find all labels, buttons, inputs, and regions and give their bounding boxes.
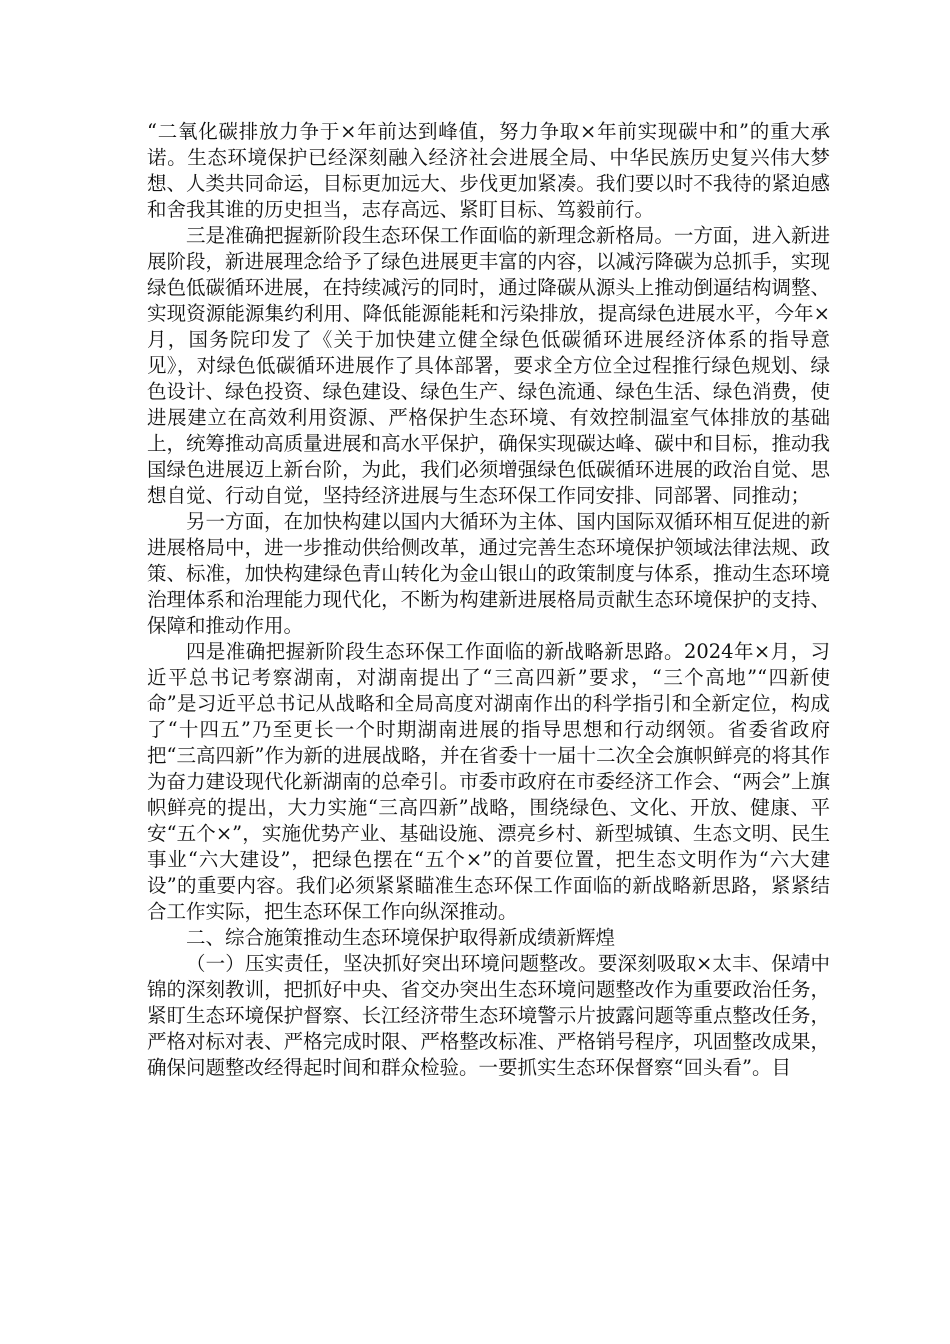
document-body xyxy=(147,119,830,1081)
paragraph-point-three: 三是准确把握新阶段生态环保工作面临的新理念新格局。一方面，进入新进展阶段，新进展理念给予了绿色进展更丰富的内容，以减污降碳为总抓手，实现绿色低碳循环进展，在持续减污的同时，通过降碳从源头上推动倒逼结构调整、实现资源能源集约利用、降低能源能耗和污染排放，提高绿色进展水平，今年×月，国务院印发了《关于加快建立健全绿色低碳循环进展经济体系的指导意见》，对绿色低碳循环进展作了具体部署，要求全方位全过程推行绿色规划、绿色设计、绿色投资、绿色建设、绿色生产、绿色流通、绿色生活、绿色消费，使进展建立在高效利用资源、严格保护生态环境、有效控制温室气体排放的基础上，统筹推动高质量进展和高水平保护，确保实现碳达峰、碳中和目标，推动我国绿色进展迈上新台阶，为此，我们必须增强绿色低碳循环进展的政治自觉、思想自觉、行动自觉，坚持经济进展与生态环保工作同安排、同部署、同推动； xyxy=(147,224,830,507)
paragraph-other-aspect: 另一方面，在加快构建以国内大循环为主体、国内国际双循环相互促进的新进展格局中，进一步推动供给侧改革，通过完善生态环境保护领域法律法规、政策、标准，加快构建绿色青山转化为金山银山的政策制度与体系，推动生态环境治理体系和治理能力现代化，不断为构建新进展格局贡献生态环境保护的支持、保障和推动作用。 xyxy=(147,510,830,637)
paragraph-subsection-one: （一）压实责任，坚决抓好突出环境问题整改。要深刻吸取×太丰、保靖中锦的深刻教训，把抓好中央、省交办突出生态环境问题整改作为重要政治任务，紧盯生态环境保护督察、长江经济带生态环境警示片披露问题等重点整改任务，严格对标对表、严格完成时限、严格整改标准、严格销号程序，巩固整改成果，确保问题整改经得起时间和群众检验。一要抓实生态环保督察“回头看”。目 xyxy=(147,952,830,1079)
paragraph-point-four: 四是准确把握新阶段生态环保工作面临的新战略新思路。2024年×月，习近平总书记考察湖南，对湖南提出了“三高四新”要求，“三个高地”“四新使命”是习近平总书记从战略和全局高度对湖南作出的科学指引和全新定位，构成了“十四五”乃至更长一个时期湖南进展的指导思想和行动纲领。省委省政府把“三高四新”作为新的进展战略，并在省委十一届十二次全会旗帜鲜亮的将其作为奋力建设现代化新湖南的总牵引。市委市政府在市委经济工作会、“两会”上旗帜鲜亮的提出，大力实施“三高四新”战略，围绕绿色、文化、开放、健康、平安“五个×”，实施优势产业、基础设施、漂亮乡村、新型城镇、生态文明、民生事业“六大建设”，把绿色摆在“五个×”的首要位置，把生态文明作为“六大建设”的重要内容。我们必须紧紧瞄准生态环保工作面临的新战略新思路，紧紧结合工作实际，把生态环保工作向纵深推动。 xyxy=(147,640,830,923)
section-heading: 二、综合施策推动生态环境保护取得新成绩新辉煌 xyxy=(186,926,616,949)
paragraph-continued: “二氧化碳排放力争于×年前达到峰值，努力争取×年前实现碳中和”的重大承诺。生态环境保护已经深刻融入经济社会进展全局、中华民族历史复兴伟大梦想、人类共同命运，目标更加远大、步伐更加紧凑。我们要以时不我待的紧迫感和舍我其谁的历史担当，志存高远、紧盯目标、笃毅前行。 xyxy=(147,120,830,221)
